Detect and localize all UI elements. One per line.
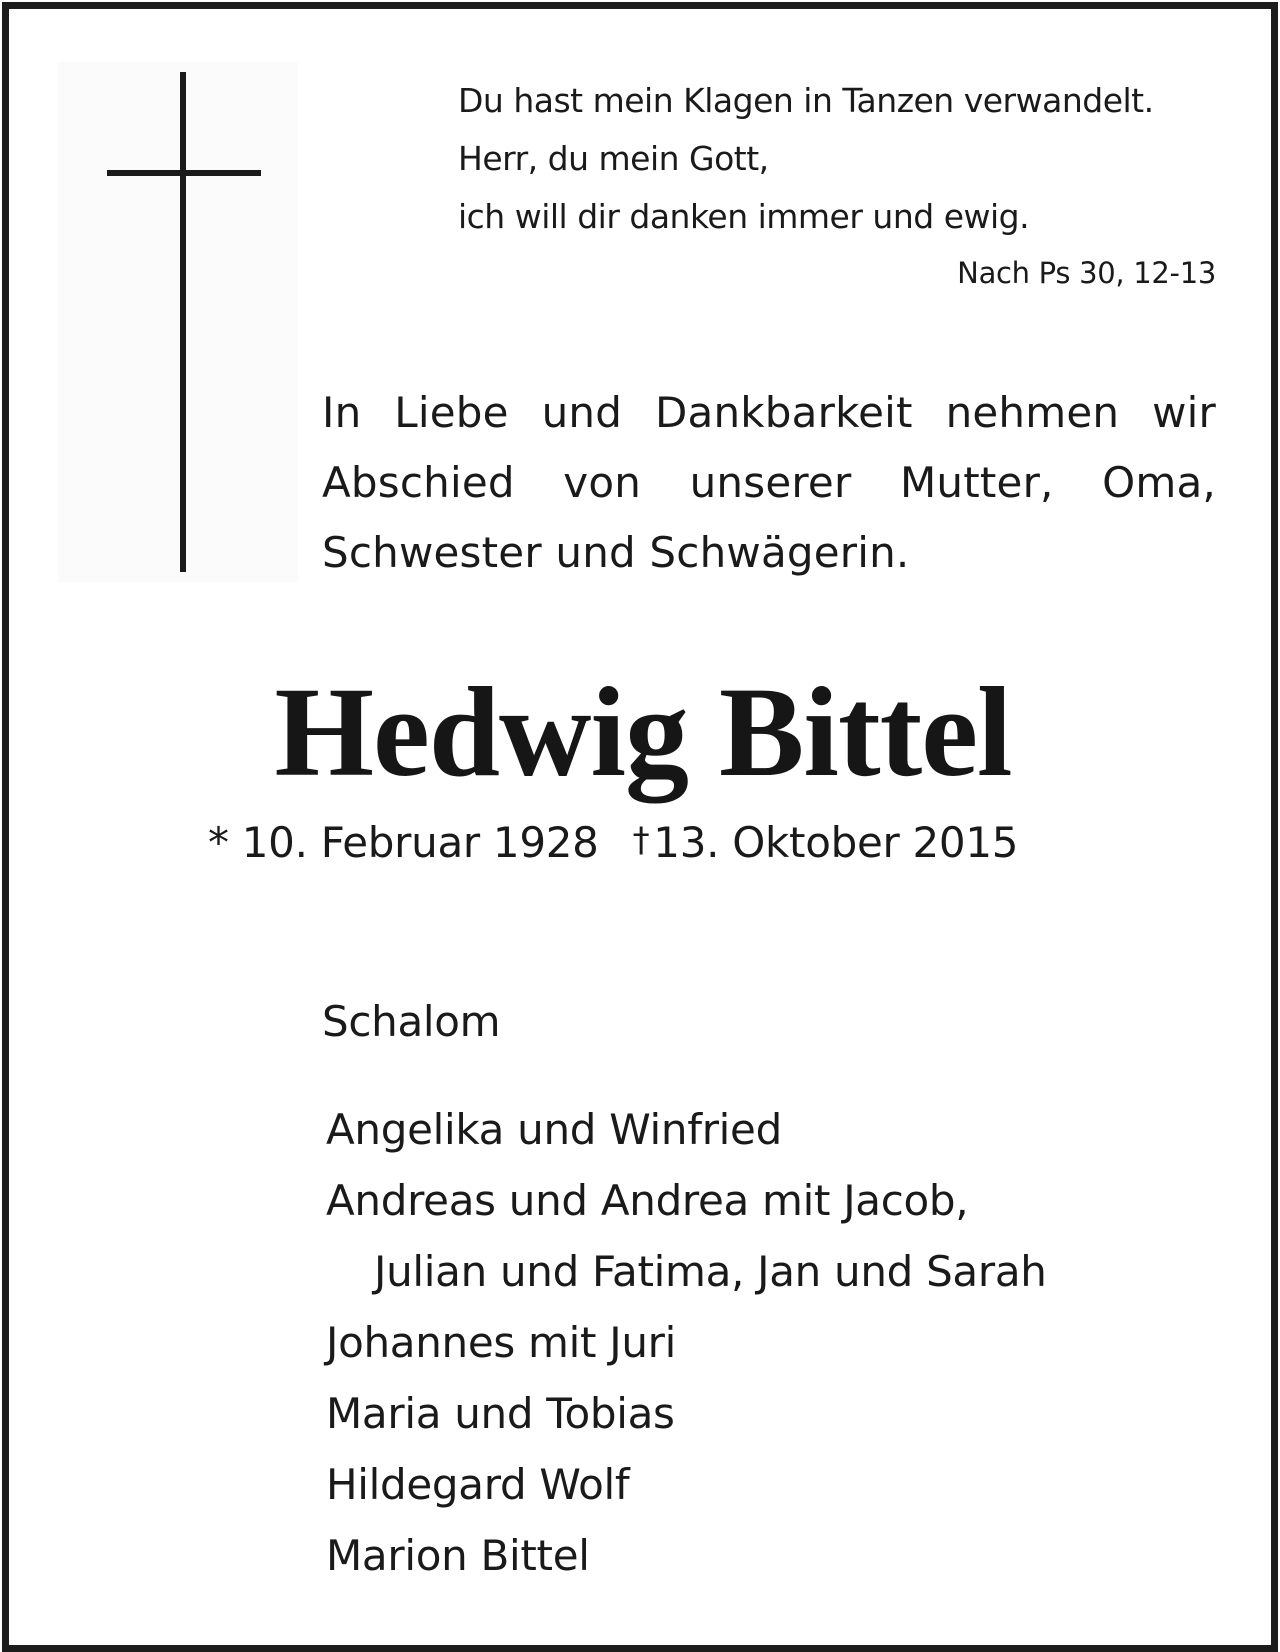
cross-horizontal-bar [107,170,261,176]
mourner-line: Hildegard Wolf [326,1460,630,1509]
greeting: Schalom [322,997,501,1046]
farewell-text: In Liebe und Dankbarkeit nehmen wir Abschied von unserer Mutter, Oma, Schwester und Schwägerin. [322,388,1216,577]
mourner-line: Angelika und Winfried [326,1105,782,1154]
birth-date: * 10. Februar 1928 [208,818,599,867]
verse-reference: Nach Ps 30, 12-13 [957,256,1216,290]
mourners-list [326,1094,1047,1591]
death-cross-icon: † [632,820,650,860]
mourner-line: Andreas und Andrea mit Jacob, [326,1176,969,1225]
verse-line: Du hast mein Klagen in Tanzen verwandelt. [458,81,1154,120]
deceased-name: Hedwig Bittel [274,661,1012,803]
cross-vertical-bar [180,72,186,572]
mourner-line: Marion Bittel [326,1531,590,1580]
bible-verse [458,72,1238,246]
mourner-line: Julian und Fatima, Jan und Sarah [374,1247,1047,1296]
verse-line: ich will dir danken immer und ewig. [458,197,1030,236]
cross-background [58,62,298,582]
death-date: 13. Oktober 2015 [653,818,1019,867]
mourner-line: Johannes mit Juri [326,1318,676,1367]
mourner-line: Maria und Tobias [326,1389,675,1438]
life-dates [208,812,1018,871]
verse-line: Herr, du mein Gott, [458,139,769,178]
